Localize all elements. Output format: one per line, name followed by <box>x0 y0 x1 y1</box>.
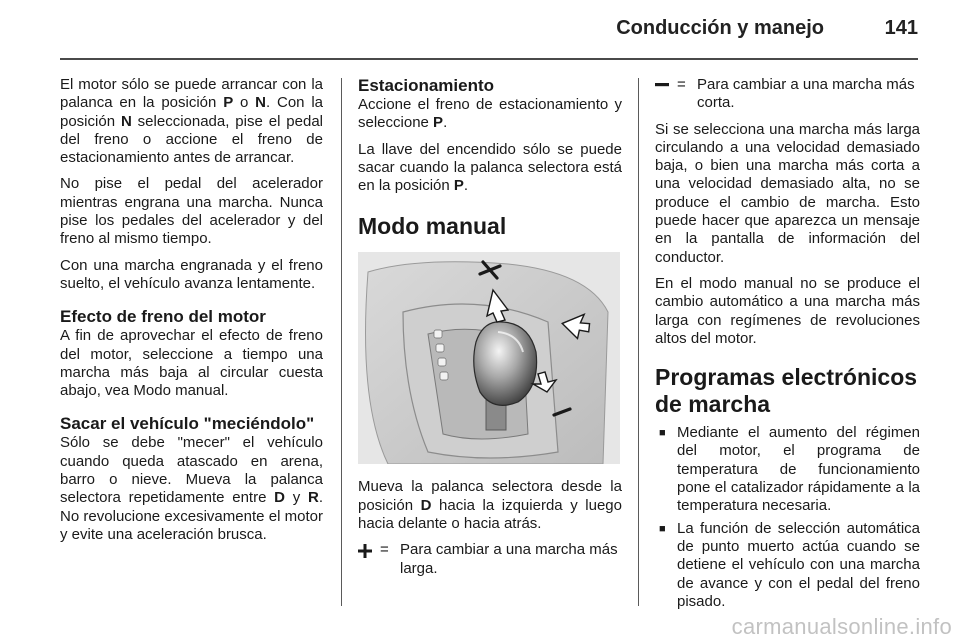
definition-equals: = <box>677 76 686 93</box>
paragraph-freno-motor: A fin de aprovechar el efecto de freno del motor, seleccione a tiempo una marcha más baja al circular cuesta abajo, vea Modo manual. <box>60 327 323 400</box>
definition-minus <box>655 76 920 113</box>
paragraph-mecer: Sólo se debe "mecer" el vehículo cuando queda atascado en arena, barro o nieve. Mueva la palanca selectora repetidamente entre D y R. No revolucione excesivamente el motor y evite una aceleración brusca. <box>60 434 324 543</box>
heading-modo-manual: Modo manual <box>358 213 507 240</box>
bullet-icon: ■ <box>659 522 666 535</box>
paragraph-estacionamiento: Accione el freno de estacionamiento y seleccione P. <box>358 96 622 132</box>
paragraph-mueva-palanca: Mueva la palanca selectora desde la posición D hacia la izquierda y luego hacia delante o hacia atrás. <box>358 478 622 533</box>
paragraph-acelerador: No pise el pedal del acelerador mientras engrana una marcha. Nunca pise los pedales del acelerador y del freno al mismo tiempo. <box>60 175 323 248</box>
paragraph-modo-manual-auto: En el modo manual no se produce el cambio automático a una marcha más larga con regímenes de revoluciones altos del motor. <box>655 274 920 347</box>
gear-selector-illustration <box>358 252 620 464</box>
heading-sacar-vehiculo: Sacar el vehículo "meciéndolo" <box>60 414 315 434</box>
column-3 <box>655 76 920 615</box>
definition-plus-text: Para cambiar a una marcha más larga. <box>400 541 618 577</box>
paragraph-cambio-marcha: Si se selecciona una marcha más larga circulando a una velocidad demasiado baja, o bien una marcha más corta a una velocidad demasiado alta, no se produce el cambio de marcha. Esto puede hacer que aparezca un mensaje en la pantalla de información del conductor. <box>655 120 920 266</box>
plus-icon <box>358 544 372 558</box>
paragraph-arranque: El motor sólo se puede arrancar con la palanca en la posición P o N. Con la posición N seleccionada, pise el pedal del freno o accione el freno de estacionamiento antes de arrancar. <box>60 76 323 167</box>
column-divider-2 <box>638 78 639 606</box>
heading-programas-electronicos: Programas electrónicos de marcha <box>655 364 918 418</box>
paragraph-llave: La llave del encendido sólo se puede sacar cuando la palanca selectora está en la posición P. <box>358 140 622 195</box>
heading-efecto-freno: Efecto de freno del motor <box>60 307 266 327</box>
definition-equals: = <box>380 541 389 559</box>
column-divider-1 <box>341 78 342 606</box>
header-rule <box>60 58 918 60</box>
gear-lever-image <box>358 252 620 464</box>
page-number: 141 <box>884 17 918 39</box>
watermark: carmanualsonline.info <box>731 614 952 639</box>
list-item: ■ Mediante el aumento del régimen del motor, el programa de temperatura de funcionamiento pone el catalizador rápidamente a la temperatura necesaria. <box>655 424 920 515</box>
paragraph-marcha-engranada: Con una marcha engranada y el freno suelto, el vehículo avanza lentamente. <box>60 256 323 292</box>
column-2 <box>358 76 622 586</box>
column-1 <box>60 76 323 552</box>
definition-plus <box>358 541 622 578</box>
page-header-title: Conducción y manejo <box>616 17 824 39</box>
bullet-icon: ■ <box>659 427 666 440</box>
definition-minus-text: Para cambiar a una marcha más corta. <box>697 76 915 112</box>
list-item: ■ La función de selección automática de punto muerto actúa cuando se detiene el vehículo con una marcha de avance y con el pedal del freno pisado. <box>655 520 920 611</box>
heading-estacionamiento: Estacionamiento <box>358 76 495 95</box>
minus-icon <box>655 83 669 87</box>
